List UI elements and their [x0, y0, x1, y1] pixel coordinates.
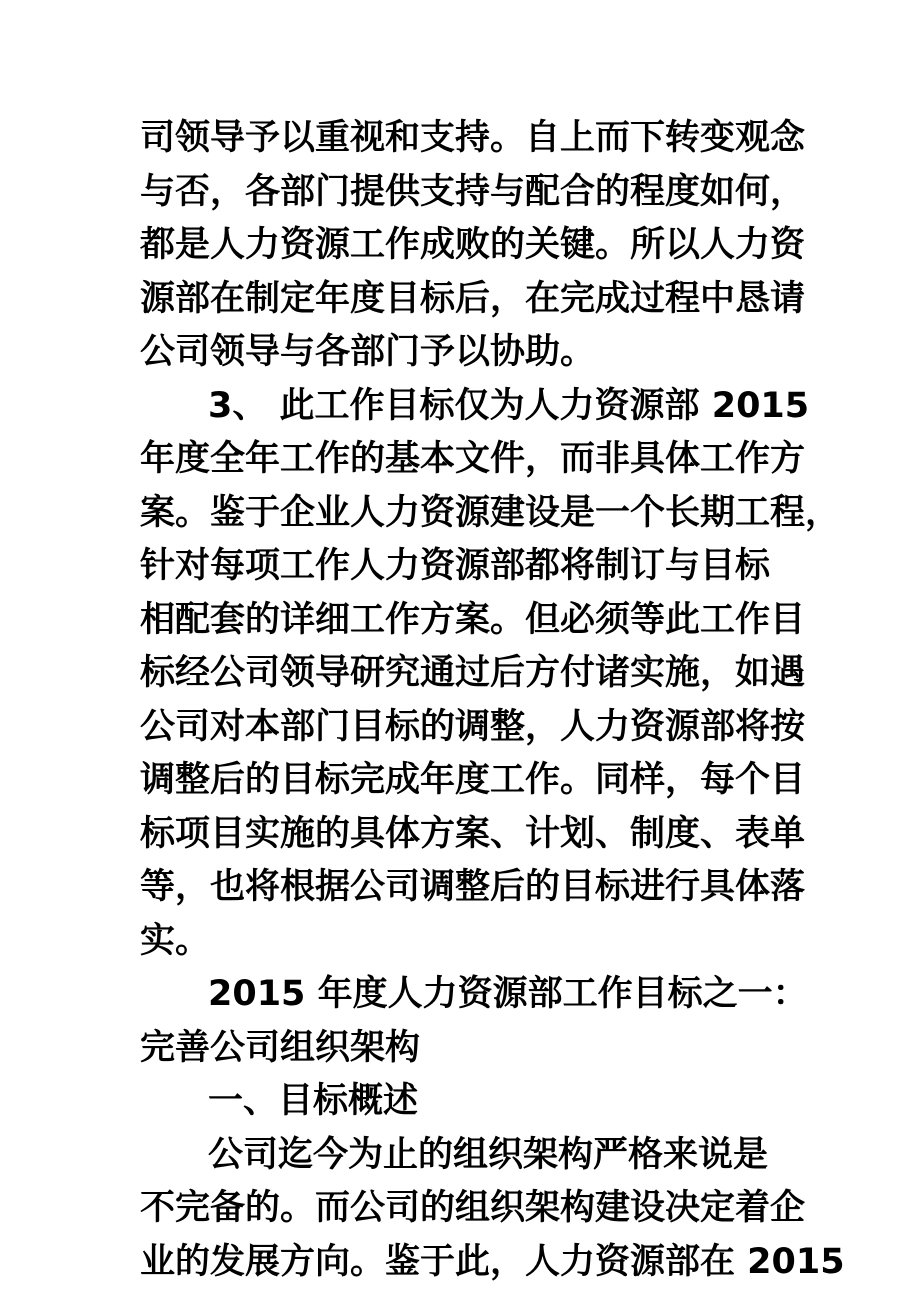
text-line: 司领导予以重视和支持。自上而下转变观念 [140, 118, 806, 158]
subsection-heading: 一、目标概述 [208, 1081, 419, 1121]
text-line: 源部在制定年度目标后，在完成过程中恳请 [140, 278, 806, 319]
section-heading: 完善公司组织架构 [140, 1027, 421, 1068]
text-line: 都是人力资源工作成败的关键。所以人力资 [140, 225, 806, 265]
text-line: 针对每项工作人力资源部都将制订与目标 [140, 546, 771, 586]
text-line: 业的发展方向。鉴于此，人力资源部在 2015 [140, 1241, 845, 1282]
text-line: 标项目实施的具体方案、计划、制度、表单 [140, 813, 806, 854]
text-line: 与否，各部门提供支持与配合的程度如何， [140, 171, 806, 212]
body-text [140, 112, 845, 1289]
text-line: 不完备的。而公司的组织架构建设决定着企 [140, 1188, 806, 1228]
text-line: 公司领导与各部门予以协助。 [140, 332, 596, 372]
text-line: 调整后的目标完成年度工作。同样，每个目 [140, 760, 806, 800]
text-line: 年度全年工作的基本文件，而非具体工作方 [140, 439, 806, 479]
text-line: 公司迄今为止的组织架构严格来说是 [208, 1134, 769, 1175]
text-line: 公司对本部门目标的调整，人力资源部将按 [140, 706, 806, 747]
text-line: 标经公司领导研究通过后方付诸实施，如遇 [140, 653, 806, 693]
text-line: 等，也将根据公司调整后的目标进行具体落 [140, 867, 806, 907]
text-line: 案。鉴于企业人力资源建设是一个长期工程， [140, 492, 841, 533]
section-heading: 2015 年度人力资源部工作目标之一： [208, 974, 808, 1014]
text-line: 相配套的详细工作方案。但必须等此工作目 [140, 599, 806, 640]
text-line: 3、 此工作目标仅为人力资源部 2015 [208, 385, 810, 426]
text-line: 实。 [140, 920, 211, 961]
